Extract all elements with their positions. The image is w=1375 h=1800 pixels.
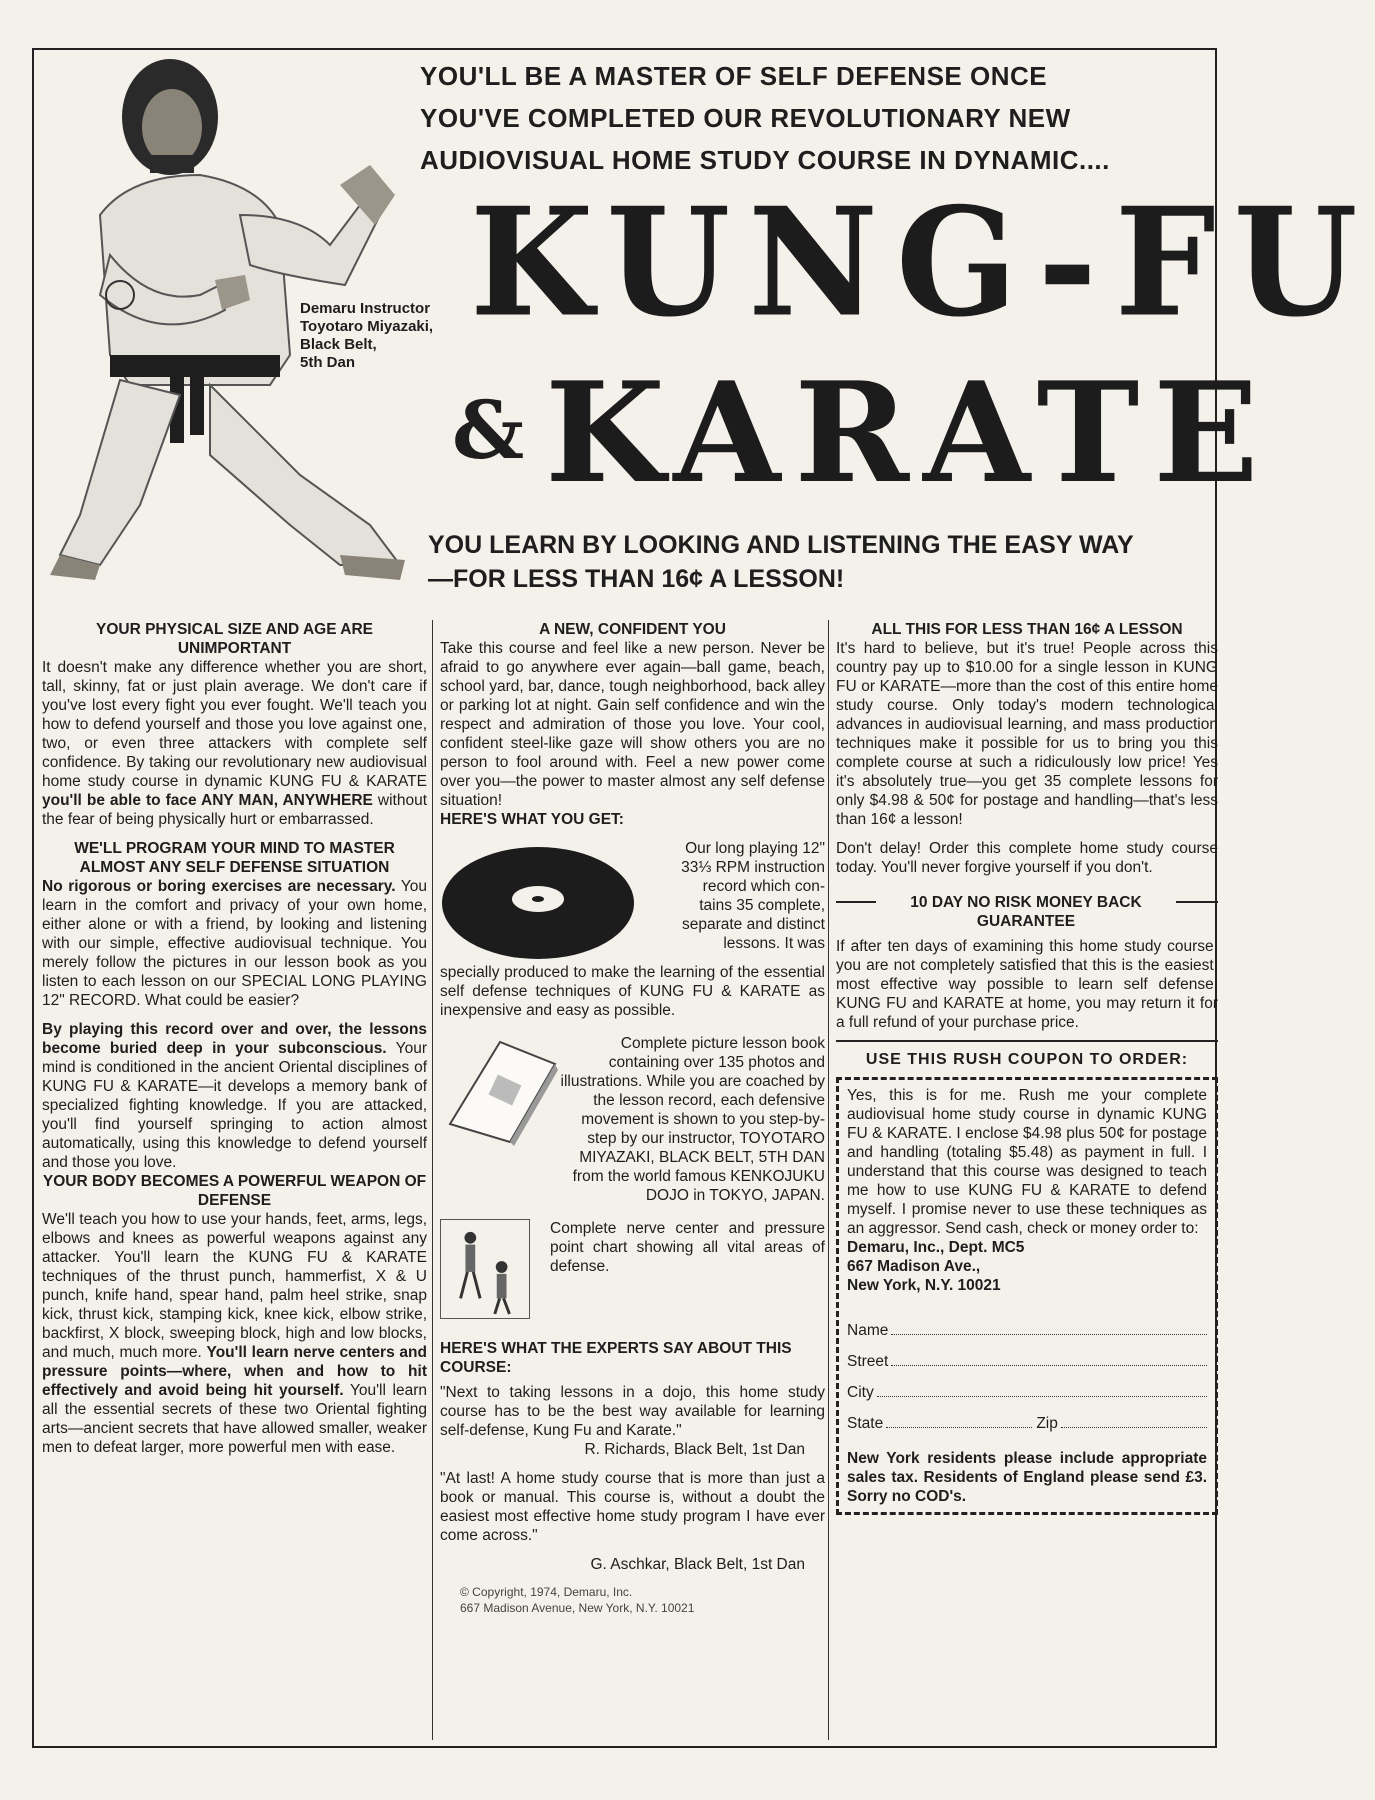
paragraph: Take this course and feel like a new person. Never be afraid to go anywhere ever again—ball game, beach, school yard, bar, dance, tough neighborhood, back alley or parking lot at night. Gain self confidence and win the respect and admiration of those you love. Your cool, confident steel-like gaze will show others you are no person to fool around with. Feel a new power come over you—the power to master almost any self defense situation! — [440, 640, 825, 809]
paragraph: Don't delay! Order this complete home study course today. You'll never forgive yourself if you don't. — [836, 840, 1218, 876]
section-heading: ALL THIS FOR LESS THAN 16¢ A LESSON — [871, 621, 1183, 638]
order-coupon — [836, 1077, 1218, 1515]
section-heading: YOUR BODY BECOMES A POWERFUL WEAPON OF DEFENSE — [42, 1173, 427, 1209]
street-field[interactable]: Street — [847, 1352, 1207, 1371]
testimonial: "At last! A home study course that is more than just a book or manual. This course is, without a doubt the easiest most effective home study program I have ever come across." — [440, 1470, 825, 1544]
book-description: Complete picture lesson book containing over 135 photos and illustrations. While you are coached by the lesson record, each defensive movement is shown to you step-by-step by our instructor, TOYOTARO MIYAZAKI, BLACK BELT, 5TH DAN from the world famous KENKOJUKU DOJO in TOKYO, JAPAN. — [560, 1035, 825, 1204]
guarantee-box — [836, 894, 1218, 1032]
testimonial: "Next to taking lessons in a dojo, this home study course has to be the best way available for learning self-defense, Kung Fu and Karate." — [440, 1384, 825, 1439]
name-field[interactable]: Name — [847, 1321, 1207, 1340]
subhead-line: —FOR LESS THAN 16¢ A LESSON! — [428, 565, 845, 593]
intro-line: YOU'LL BE A MASTER OF SELF DEFENSE ONCE — [420, 61, 1048, 91]
photo-caption — [300, 300, 470, 372]
intro-line: YOU'VE COMPLETED OUR REVOLUTIONARY NEW — [420, 103, 1071, 133]
vinyl-record-image — [440, 839, 640, 963]
copyright: © Copyright, 1974, Demaru, Inc. — [460, 1585, 633, 1599]
caption-line: Black Belt, — [300, 336, 377, 353]
coupon-footer: New York residents please include appropriate sales tax. Residents of England please send £3. Sorry no COD's. — [847, 1450, 1207, 1505]
pressure-point-chart-image — [440, 1219, 530, 1319]
copyright-address: 667 Madison Avenue, New York, N.Y. 10021 — [460, 1601, 695, 1615]
paragraph: It's hard to believe, but it's true! People across this country pay up to $10.00 for a single lesson in KUNG FU or KARATE—more than the cost of this entire home study course. Only today's modern technological advances in audiovisual learning, and mass production techniques make it possible for us to bring you this complete course at such a ridiculously low price! Yes it's absolutely true—you get 35 complete lessons for only $4.98 & 50¢ for postage and handling—that's less than 16¢ a lesson! — [836, 640, 1218, 828]
intro-headline — [420, 55, 1210, 181]
title-ampersand: & — [452, 383, 525, 477]
column-3 — [836, 620, 1218, 1515]
intro-line: AUDIOVISUAL HOME STUDY COURSE IN DYNAMIC.... — [420, 145, 1110, 175]
testimonial-author: G. Aschkar, Black Belt, 1st Dan — [590, 1556, 805, 1573]
column-divider — [828, 620, 829, 1740]
section-heading: WE'LL PROGRAM YOUR MIND TO MASTER ALMOST ANY SELF DEFENSE SITUATION — [74, 840, 395, 876]
paragraph: specially produced to make the learning of the essential self defense techniques of KUNG FU & KARATE as inexpensive and easy as possible. — [440, 964, 825, 1019]
coupon-text: Yes, this is for me. Rush me your complete audiovisual home study course in dynamic KUNG FU & KARATE. I enclose $4.98 plus 50¢ for postage and handling (totaling $5.48) as payment in full. I understand that this course was designed to teach me how to use KUNG FU & KARATE to defend myself. I promise never to use these techniques as an aggressor. Send cash, check or money order to: — [847, 1087, 1207, 1237]
title-karate: KARATE — [545, 351, 1273, 514]
paragraph: It doesn't make any difference whether you are short, tall, skinny, fat or just plain average. We don't care if you've lost every fight you ever fought. We'll teach you how to defend yourself and those you love against one, two, or even three attackers with complete self confidence. By taking our revolutionary new audiovisual home study course in dynamic KUNG FU & KARATE you'll be able to face ANY MAN, ANYWHERE without the fear of being physically hurt or embarrassed. — [42, 659, 427, 828]
mailing-address: Demaru, Inc., Dept. MC5 667 Madison Ave., New York, N.Y. 10021 — [847, 1239, 1025, 1294]
subhead-line: YOU LEARN BY LOOKING AND LISTENING THE EASY WAY — [428, 531, 1134, 559]
guarantee-title: 10 DAY NO RISK MONEY BACK GUARANTEE — [876, 893, 1176, 931]
paragraph: By playing this record over and over, the lessons become buried deep in your subconscious. Your mind is conditioned in the ancient Oriental disciplines of KUNG FU & KARATE—it develops a memory bank of specialized fighting knowledge. If you are attacked, you'll find yourself springing to action almost automatically, using this knowledge to defend yourself and those you love. — [42, 1021, 427, 1171]
guarantee-text: If after ten days of examining this home study course, you are not completely satisfied that this is the easiest, most effective way possible to learn self defense, KUNG FU and KARATE at home, you may return it for a full refund of your purchase price. — [836, 938, 1218, 1031]
section-heading: YOUR PHYSICAL SIZE AND AGE ARE UNIMPORTANT — [95, 621, 374, 657]
column-1 — [42, 620, 427, 1457]
caption-line: Demaru Instructor — [300, 300, 431, 317]
column-2 — [440, 620, 825, 1616]
section-heading: HERE'S WHAT THE EXPERTS SAY ABOUT THIS COURSE: — [440, 1340, 792, 1376]
subheadline — [428, 528, 1218, 596]
section-heading: HERE'S WHAT YOU GET: — [440, 811, 624, 828]
title-kung-fu: KUNG-FU — [470, 175, 1375, 351]
caption-line: Toyotaro Miyazaki, — [300, 318, 434, 335]
paragraph: No rigorous or boring exercises are necessary. You learn in the comfort and privacy of your own home, either alone or with a friend, by looking and listening with our simple, effective audiovisual technique. You merely follow the pictures in our lesson book as you listen to each lesson on our SPECIAL LONG PLAYING 12" RECORD. What could be easier? — [42, 878, 427, 1009]
paragraph: We'll teach you how to use your hands, feet, arms, legs, elbows and knees as powerful weapons against any attacker. You'll learn the KUNG FU & KARATE techniques of the thrust punch, hammerfist, X & U punch, knife hand, spear hand, palm heel strike, snap kick, thrust kick, stamping kick, knee kick, elbow strike, backfirst, X block, sweeping block, high and low blocks, and much, much more. You'll learn nerve centers and pressure points—where, when and how to hit effectively and avoid being hit yourself. You'll learn all the essential secrets of these two Oriental fighting arts—ancient secrets that have allowed smaller, weaker men to defeat larger, more powerful men with ease. — [42, 1211, 427, 1456]
column-divider — [432, 620, 433, 1740]
section-heading: A NEW, CONFIDENT YOU — [539, 621, 726, 638]
chart-description: Complete nerve center and pressure point chart showing all vital areas of defense. — [550, 1220, 825, 1275]
testimonial-author: R. Richards, Black Belt, 1st Dan — [584, 1441, 805, 1458]
state-zip-field[interactable]: State Zip — [847, 1414, 1207, 1433]
city-field[interactable]: City — [847, 1383, 1207, 1402]
lesson-book-image — [440, 1034, 560, 1144]
caption-line: 5th Dan — [300, 354, 356, 371]
coupon-heading: USE THIS RUSH COUPON TO ORDER: — [836, 1040, 1218, 1069]
record-description: Our long playing 12" 33⅓ RPM instruction record which con- tains 35 complete, separate and distinct lessons. It was — [681, 840, 825, 952]
